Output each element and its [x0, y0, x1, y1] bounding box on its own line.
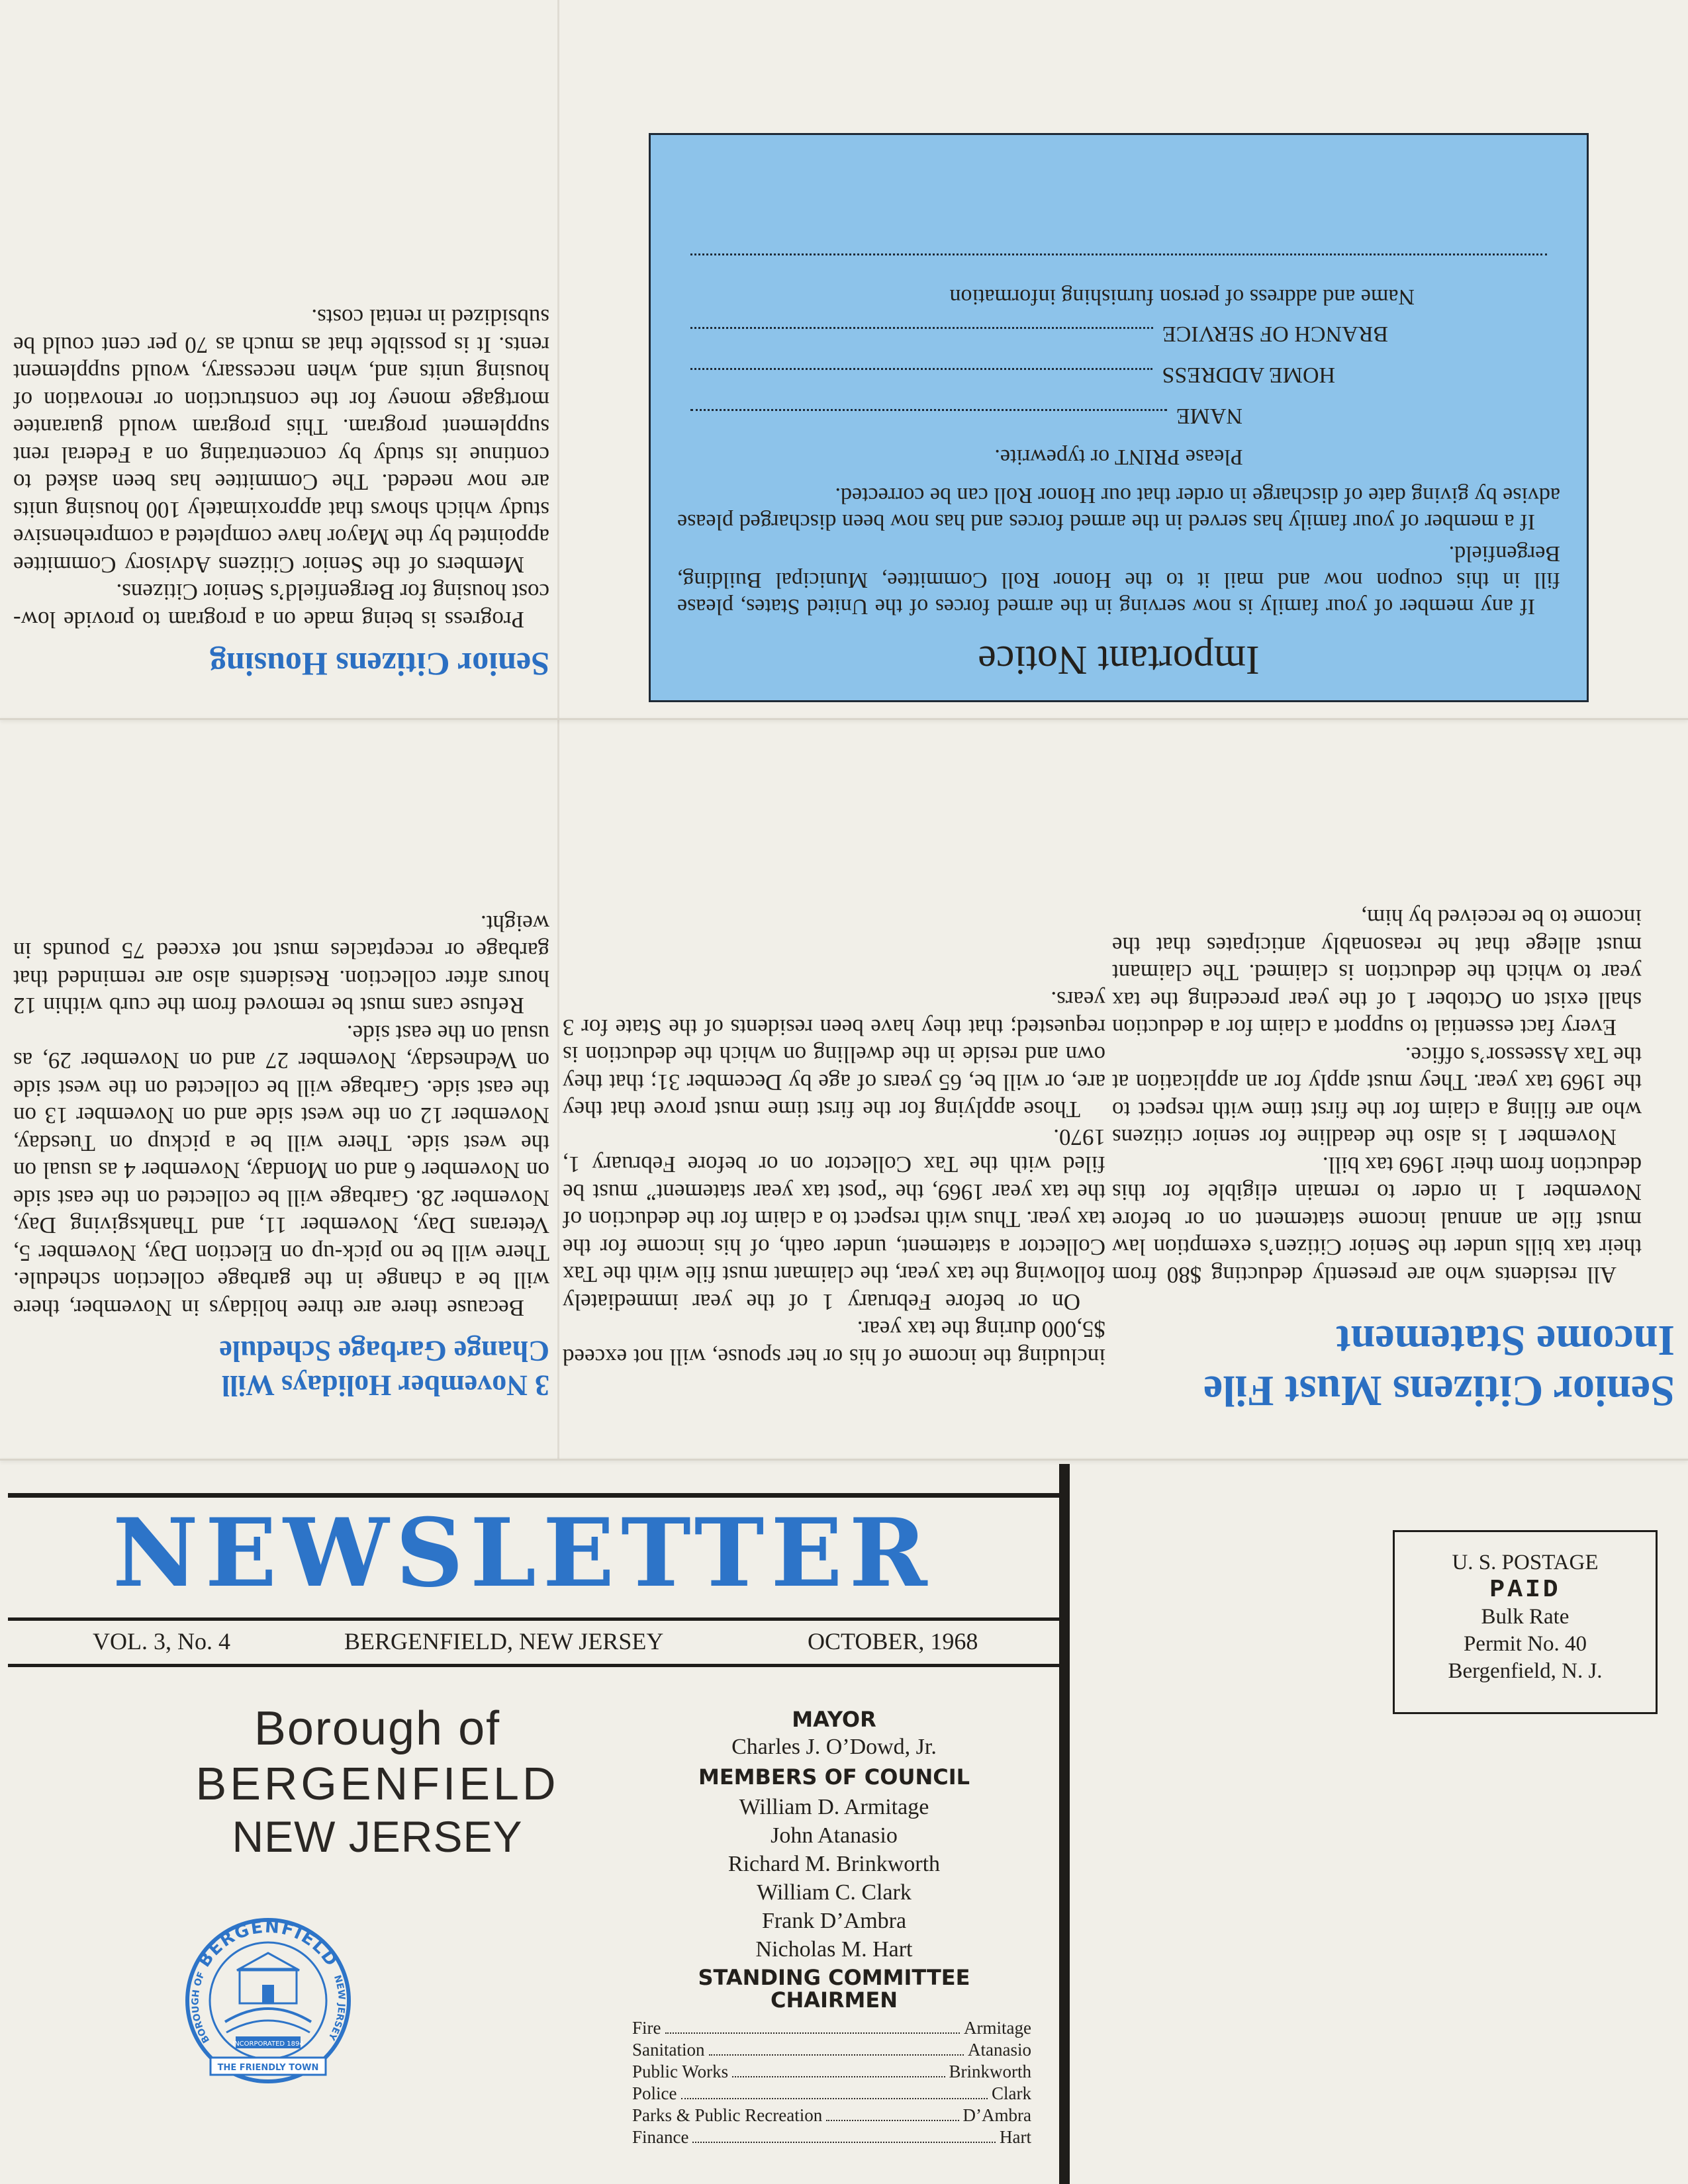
newsletter-title: NEWSLETTER: [113, 1498, 934, 1608]
garbage-column: [13, 739, 549, 1322]
fold-crease: [557, 0, 559, 1459]
list-item: [632, 2126, 1031, 2148]
borough-line1: Borough of: [254, 1702, 501, 1755]
council-listing: [629, 1706, 1039, 2011]
committee-name: Public Works: [632, 2062, 729, 2081]
home-address-line[interactable]: [690, 368, 1152, 388]
fold-crease: [0, 718, 1688, 720]
name-field-line[interactable]: [690, 409, 1167, 429]
seal-ring-right: NEW JERSEY: [326, 1974, 347, 2042]
seal-ring-top: BERGENFIELD: [194, 1917, 342, 1972]
senior-income-title-line1: Senior Citizens Must File: [1203, 1367, 1675, 1415]
committee-name: Parks & Public Recreation: [632, 2105, 823, 2125]
article-paragraph: November 1 is also the deadline for senior citizens who are filing a claim for the first time with respect to the 1969 tax year. They must apply for an application at the Tax Assessor’s office.: [1112, 1042, 1642, 1151]
council-member: Nicholas M. Hart: [755, 1937, 913, 1962]
members-heading: MEMBERS OF COUNCIL: [698, 1764, 970, 1790]
article-paragraph: All residents who are presently deducting $80 from their tax bills under the Senior Citizen’s exemption law must file an annual income statement on or before November 1 in order to remain eligible for this deduction from their 1969 tax bill.: [1112, 1152, 1642, 1288]
seal-motto: THE FRIENDLY TOWN: [217, 2063, 319, 2073]
garbage-title-line2: Change Garbage Schedule: [219, 1335, 549, 1367]
committee-heading: CHAIRMEN: [770, 1987, 898, 2013]
notice-title: Important Notice: [978, 637, 1260, 682]
chairman-name: Clark: [992, 2083, 1031, 2103]
article-paragraph: Those applying for the first time must prove that they are, or will be, 65 years of age by December 31; that they own and reside in the dwelling on which the deduction is requested; that they have been residents of the State for 3 years.: [563, 987, 1105, 1123]
print-note: Please PRINT or typewrite.: [994, 445, 1243, 469]
furnisher-line[interactable]: [690, 253, 1547, 255]
fold-crease: [0, 1459, 1688, 1461]
list-item: [632, 2061, 1031, 2083]
council-member: John Atanasio: [771, 1823, 898, 1848]
postage-paid: PAID: [1489, 1576, 1561, 1604]
seal-ring-left: BOROUGH OF: [190, 1970, 212, 2045]
senior-income-headline: [1092, 1315, 1675, 1416]
borough-name: [152, 1701, 602, 1862]
postage-line: Permit No. 40: [1463, 1632, 1587, 1656]
article-paragraph: Because there are three holidays in November, there will be a change in the garbage collection schedule. There will be no pick-up on Election Day, November 5, Veterans Day, November 11, and Thanksgiving Day, November 28. Garbage will be collected on the east side on November 6 and on Monday, November 4 as usual on the west side. There will be a pickup on Tuesday, November 12 on the west side and on November 13 on the east side. Garbage will be collected on the west side on Wednesday, November 27 and on November 29, as usual on the east side.: [13, 1021, 549, 1321]
committee-name: Finance: [632, 2127, 689, 2147]
council-member: William D. Armitage: [739, 1795, 929, 1819]
postage-line: U. S. POSTAGE: [1452, 1551, 1599, 1574]
branch-of-service-label: BRANCH OF SERVICE: [1162, 322, 1388, 346]
council-member: Richard M. Brinkworth: [727, 1852, 941, 1876]
article-paragraph: On or before February 1 of the year immediately following the tax year, the claimant must file with the Tax Collector a statement, under oath, of his income for the tax year. Thus with respect to a claim for the deduction of the tax year 1969, the “post tax year statement” must be filed with the Tax Collector on or before February 1, 1970.: [563, 1124, 1105, 1315]
borough-seal-icon: [179, 1916, 357, 2088]
borough-line2: BERGENFIELD: [195, 1758, 559, 1809]
postage-line: Bulk Rate: [1481, 1605, 1570, 1629]
important-notice-coupon: [649, 133, 1589, 702]
article-paragraph: Members of the Senior Citizens Advisory Committee appointed by the Mayor have completed a comprehensive study which shows that approximately 100 housing units are now needed. The Committee has been asked to continue its study by concentrating on a Federal rent supplement program. This program would guarantee mortgage money for the construction or renovation of housing units and, when necessary, would supplement rents. It is possible that as much as 70 per cent could be subsidized in rental costs.: [13, 304, 549, 578]
committee-name: Sanitation: [632, 2040, 705, 2060]
home-address-label: HOME ADDRESS: [1162, 363, 1335, 387]
list-item: [632, 2105, 1031, 2126]
article-paragraph: including the income of his or her spouse, will not exceed $5,000 during the tax year.: [563, 1316, 1105, 1370]
council-member: Frank D’Ambra: [761, 1909, 907, 1933]
article-paragraph: Progress is being made on a program to provide low-cost housing for Bergenfield’s Senior Citizens.: [13, 579, 549, 633]
column-divider: [1059, 1464, 1070, 2184]
garbage-headline: [13, 1334, 549, 1402]
chairman-name: Hart: [1000, 2127, 1031, 2147]
housing-column: [13, 51, 549, 633]
committee-heading: STANDING COMMITTEE: [698, 1965, 970, 1990]
senior-income-title-line2: Income Statement: [1336, 1316, 1675, 1365]
housing-headline: Senior Citizens Housing: [209, 646, 549, 683]
postage-indicia: [1393, 1530, 1658, 1714]
volume-number: VOL. 3, No. 4: [93, 1628, 230, 1655]
list-item: [632, 2017, 1031, 2039]
article-paragraph: Refuse cans must be removed from the curb within 12 hours after collection. Residents also are reminded that garbage or receptacles must not exceed 75 pounds in weight.: [13, 911, 549, 1019]
dateline-city: BERGENFIELD, NEW JERSEY: [344, 1628, 664, 1655]
seal-incorporated: INCORPORATED 1894: [232, 2040, 304, 2048]
mayor-heading: MAYOR: [792, 1707, 876, 1732]
mayor-name: Charles J. O’Dowd, Jr.: [731, 1735, 937, 1759]
branch-of-service-field[interactable]: [677, 320, 1560, 347]
furnisher-label: Name and address of person furnishing information: [949, 285, 1415, 309]
committee-name: Fire: [632, 2018, 661, 2038]
branch-of-service-line[interactable]: [690, 327, 1153, 347]
name-field-label: NAME: [1176, 404, 1243, 428]
committee-name: Police: [632, 2083, 677, 2103]
article-paragraph: Every fact essential to support a claim for a deduction shall exist on October 1 of the year preceding the tax year to which the deduction is claimed. The claimant must allege that he reasonably anticipates that the income to be received by him,: [1112, 905, 1642, 1041]
chairman-name: Atanasio: [968, 2040, 1031, 2060]
issue-date: OCTOBER, 1968: [808, 1628, 978, 1655]
masthead-rule: [8, 1664, 1060, 1667]
borough-line3: NEW JERSEY: [232, 1812, 523, 1861]
list-item: [632, 2039, 1031, 2061]
chairman-name: Brinkworth: [949, 2062, 1031, 2081]
list-item: [632, 2083, 1031, 2105]
masthead-rule: [8, 1617, 1060, 1621]
chairman-name: D’Ambra: [962, 2105, 1031, 2125]
notice-paragraph: If any member of your family is now serving in the armed forces of the United States, please fill in this coupon now and mail it to the Honor Roll Committee, Municipal Building, Bergenfield.: [677, 541, 1560, 619]
home-address-field[interactable]: [677, 361, 1560, 388]
council-member: William C. Clark: [757, 1880, 912, 1905]
garbage-title-line1: 3 November Holidays Will: [221, 1369, 549, 1402]
committee-chairmen-list: [632, 2017, 1031, 2148]
notice-paragraph: If a member of your family has served in the armed forces and has now been discharged please advise by giving date of discharge in order that our Honor Roll can be corrected.: [677, 483, 1560, 534]
postage-line: Bergenfield, N. J.: [1448, 1659, 1603, 1683]
svg-text:BERGENFIELD: [195, 1917, 342, 1972]
chairman-name: Armitage: [964, 2018, 1031, 2038]
name-field[interactable]: [677, 402, 1560, 429]
